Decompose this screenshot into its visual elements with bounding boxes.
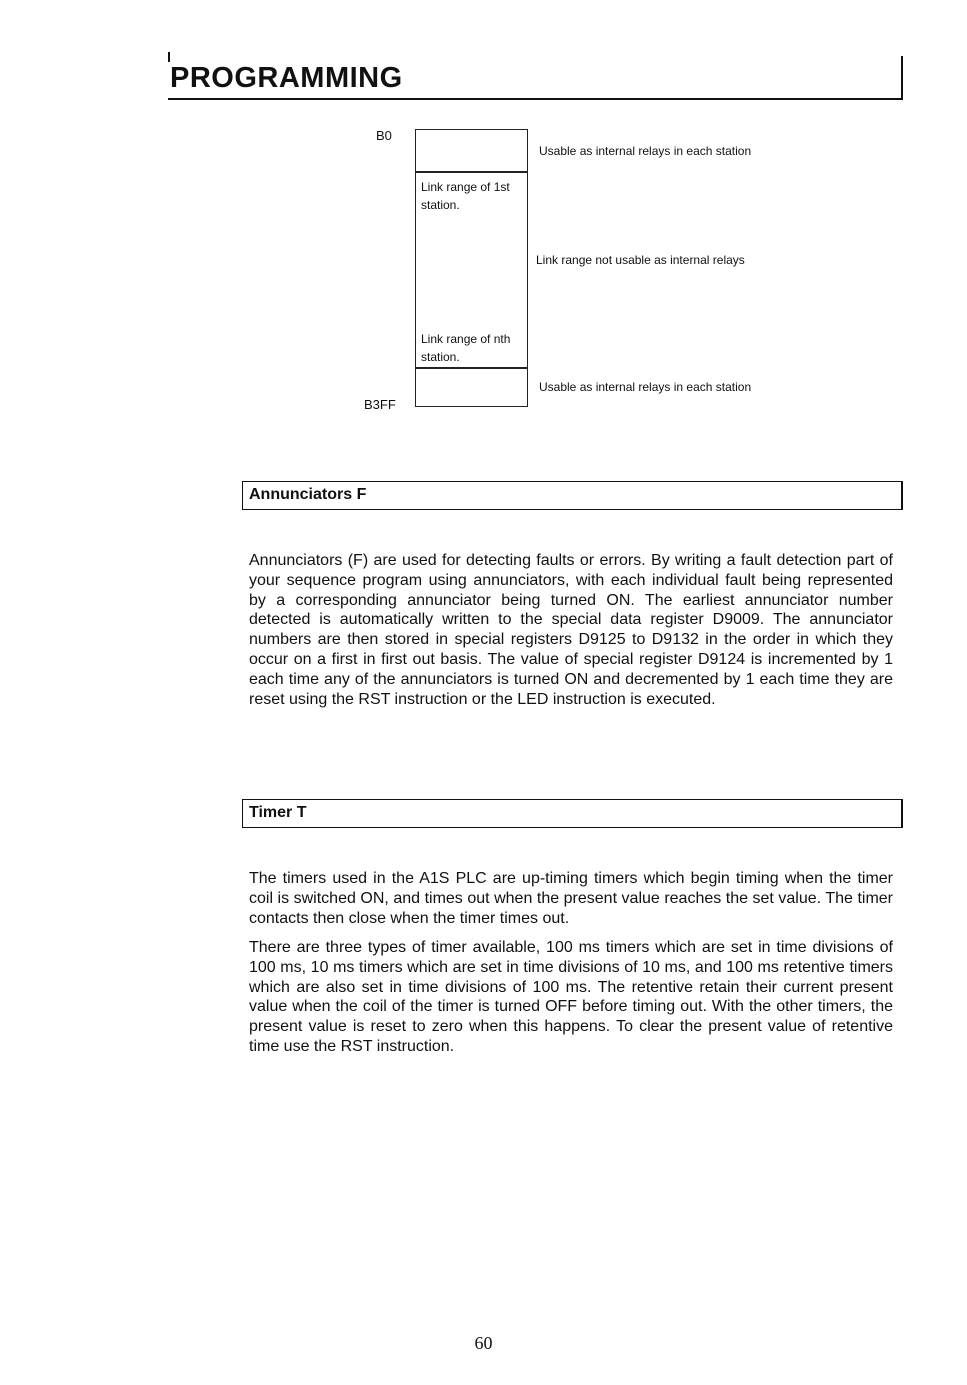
section-heading-annunciators [242, 481, 903, 510]
timer-paragraph-1: The timers used in the A1S PLC are up-timing timers which begin timing when the timer coil is switched ON, and times out when the present value reaches the set value. The timer contacts then close when the timer times out. [249, 870, 893, 927]
note-top: Usable as internal relays in each station [539, 144, 752, 158]
note-middle: Link range not usable as internal relays [536, 253, 745, 267]
end-address-label: B3FF [364, 397, 396, 412]
divider-line [415, 171, 528, 173]
header-right-mark [901, 56, 903, 98]
nth-station-label: Link range of nth station. [421, 332, 511, 364]
first-station-label: Link range of 1st station. [421, 180, 510, 212]
start-address-label: B0 [376, 128, 392, 143]
page-title: PROGRAMMING [170, 62, 403, 94]
section-title: Timer T [249, 804, 307, 821]
annunciators-paragraph: Annunciators (F) are used for detecting faults or errors. By writing a fault detection part of your sequence program using annunciators, with each individual fault being represented by a corresponding annunciator being turned ON. The earliest annunciator number detected is automatically written to the special data register D9009. The annunciator numbers are then stored in special registers D9125 to D9132 in the order in which they occur on a first in first out basis. The value of special register D9124 is incremented by 1 each time any of the annunciators is turned ON and decremented by 1 each time they are reset using the RST instruction or the LED instruction is executed. [249, 552, 893, 708]
page-header [168, 52, 903, 100]
section-heading-timer [242, 799, 903, 828]
timer-paragraph-2: There are three types of timer available, 100 ms timers which are set in time divisions of 100 ms, 10 ms timers which are set in time divisions of 10 ms, and 100 ms retentive timers which are also set in time divisions of 100 ms. The retentive retain their current present value when the coil of the timer is turned OFF before timing out. With the other timers, the present value is reset to zero when this happens. To clear the present value of retentive time use the RST instruction. [249, 939, 893, 1055]
header-left-mark [168, 52, 170, 62]
section-title: Annunciators F [249, 486, 367, 503]
page-number: 60 [474, 1333, 493, 1353]
divider-line [415, 367, 528, 369]
note-bottom: Usable as internal relays in each station [539, 380, 752, 394]
